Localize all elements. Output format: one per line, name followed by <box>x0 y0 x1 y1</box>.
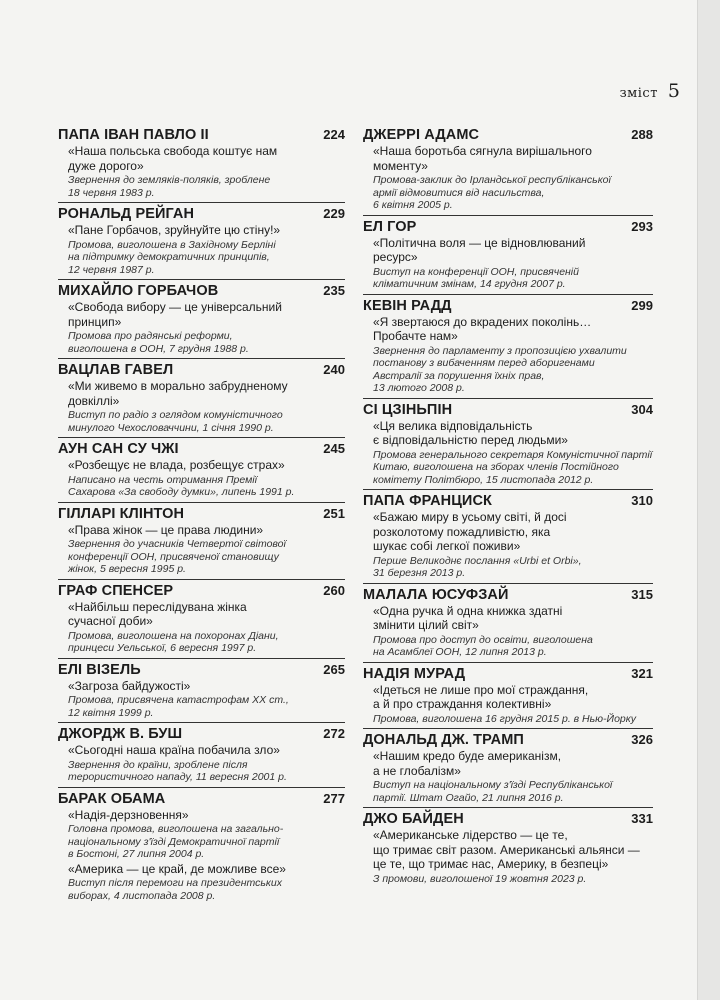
toc-entry[interactable] <box>363 811 653 888</box>
speaker-name: СІ ЦЗІНЬПІН <box>363 401 453 418</box>
speaker-name: БАРАК ОБАМА <box>58 790 166 807</box>
page-ref: 326 <box>631 732 653 747</box>
toc-entry[interactable] <box>58 726 345 788</box>
speech-title: «Права жінок — це права людини» <box>68 522 264 537</box>
toc-entry-header <box>363 127 653 143</box>
speech-note: Головна промова, виголошена на загально- національному з'їзді Демократичної партії в Бостоні, 27 липня 2004 р. <box>68 823 284 860</box>
speech-title: «Американське лідерство — це те, що тримає світ разом. Американські альянси — це те, що тримає нас, Америку, в безпеці» <box>373 828 640 871</box>
page-ref: 240 <box>323 362 345 377</box>
page-ref: 299 <box>631 297 653 313</box>
page-ref: 265 <box>323 661 345 677</box>
speech-title: «Пане Горбачов, зруйнуйте цю стіну!» <box>68 223 281 237</box>
toc-entry[interactable] <box>58 662 345 724</box>
speech-note: Виступ на національному з'їзді Республіканської партії. Штат Огайо, 21 липня 2016 р. <box>373 779 613 804</box>
page-number: 5 <box>667 80 680 102</box>
speech-title: «Наша боротьба сягнула вирішального моменту» <box>373 144 592 173</box>
speech-note: З промови, виголошеної 19 жовтня 2023 р. <box>373 872 587 885</box>
speaker-name: ЕЛ ГОР <box>363 218 417 235</box>
page-ref: 315 <box>631 586 653 602</box>
toc-entry-header <box>58 127 345 143</box>
speech-note: Промова про радянські реформи, виголошена в ООН, 7 грудня 1988 р. <box>68 330 249 355</box>
toc-entry[interactable] <box>363 127 653 216</box>
toc-entry-header <box>363 402 653 418</box>
speech-note: Виступ після перемоги на президентських виборах, 4 листопада 2008 р. <box>68 877 282 902</box>
toc-entry-header <box>363 666 653 682</box>
speech-note: Виступ по радіо з оглядом комуністичного минулого Чехословаччини, 1 січня 1990 р. <box>68 409 283 434</box>
speech-title: «Свобода вибору — це універсальний принцип» <box>68 300 282 329</box>
toc-entry-header <box>363 587 653 603</box>
page-ref: 260 <box>323 582 345 598</box>
toc-entry-header <box>363 811 653 827</box>
speech-title: «Ідеться не лише про мої страждання, а й про страждання колективні» <box>373 682 589 711</box>
toc-entry-header <box>58 726 345 742</box>
page-ref: 251 <box>323 505 345 521</box>
section-title: зміст <box>619 86 658 101</box>
toc-entry[interactable] <box>363 666 653 730</box>
speech-note: Промова про доступ до освіти, виголошена на Асамблеї ООН, 12 липня 2013 р. <box>373 633 593 658</box>
toc-entry[interactable] <box>363 402 653 491</box>
page-ref: 304 <box>631 401 653 417</box>
speech-note: Промова-заклик до Ірландської республіканської армії відмовитися від насильства, 6 квітня 2005 р. <box>373 174 611 211</box>
speech-note: Звернення до земляків-поляків, зроблене 18 червня 1983 р. <box>68 174 271 199</box>
speech-title: «Я звертаюся до вкрадених поколінь… Пробачте нам» <box>373 314 592 343</box>
page-ref: 277 <box>323 790 345 806</box>
speaker-name: ЕЛІ ВІЗЕЛЬ <box>58 661 141 678</box>
page-ref: 245 <box>323 441 345 456</box>
toc-entry[interactable] <box>58 583 345 659</box>
page-ref: 272 <box>323 726 345 741</box>
page-ref: 331 <box>631 811 653 826</box>
page-ref: 224 <box>323 127 345 142</box>
speech-note: Звернення до парламенту з пропозицією ухвалити постанову з вибаченням перед аборигенами Австралії за порушення їхніх прав, 13 лютого 2008 р. <box>373 344 627 394</box>
toc-entry[interactable] <box>363 219 653 295</box>
speech-note: Звернення до країни, зроблене після терористичного нападу, 11 вересня 2001 р. <box>68 758 287 783</box>
toc-entry[interactable] <box>363 732 653 808</box>
toc-entry-header <box>58 662 345 678</box>
speaker-name: ДЖЕРРІ АДАМС <box>363 127 480 143</box>
speech-title: «Політична воля — це відновлюваний ресурс» <box>373 235 586 264</box>
toc-entry-header <box>58 283 345 299</box>
speech-note: Промова, присвячена катастрофам XX ст., 12 квітня 1999 р. <box>68 694 289 719</box>
speech-title: «Сьогодні наша країна побачила зло» <box>68 743 280 757</box>
toc-entry[interactable] <box>363 587 653 663</box>
speech-title: «Одна ручка й одна книжка здатні змінити цілий світ» <box>373 603 563 632</box>
toc-entry[interactable] <box>58 206 345 280</box>
speaker-name: КЕВІН РАДД <box>363 297 452 314</box>
speaker-name: ВАЦЛАВ ГАВЕЛ <box>58 362 174 378</box>
speaker-name: ПАПА ФРАНЦИСК <box>363 493 492 509</box>
toc-column-right <box>363 127 653 891</box>
toc-entry[interactable] <box>58 441 345 503</box>
speaker-name: ПАПА ІВАН ПАВЛО II <box>58 127 209 143</box>
speech-note: Написано на честь отримання Премії Сахарова «За свободу думки», липень 1991 р. <box>68 473 295 498</box>
page-ref: 235 <box>323 283 345 298</box>
toc-entry-header <box>58 206 345 222</box>
toc-entry-header <box>363 298 653 314</box>
toc-entry-header <box>58 362 345 378</box>
speech-note: Виступ на конференції ООН, присвяченій кліматичним змінам, 14 грудня 2007 р. <box>373 265 579 290</box>
page-ref: 229 <box>323 206 345 221</box>
toc-entry[interactable] <box>58 283 345 359</box>
speech-title: «Загроза байдужості» <box>68 678 191 693</box>
speech-note: Промова, виголошена 16 грудня 2015 р. в Нью-Йорку <box>373 712 636 725</box>
toc-entry[interactable] <box>363 298 653 399</box>
toc-entry[interactable] <box>58 506 345 580</box>
speaker-name: ДОНАЛЬД ДЖ. ТРАМП <box>363 732 524 748</box>
speaker-name: ДЖО БАЙДЕН <box>363 811 464 827</box>
speech-note: Промова, виголошена на похоронах Діани, принцеси Уельської, 6 вересня 1997 р. <box>68 629 279 654</box>
toc-entry-header <box>363 493 653 509</box>
toc-entry-header <box>58 506 345 522</box>
toc-entry-header <box>58 583 345 599</box>
toc-entry[interactable] <box>58 127 345 203</box>
speech-title: «Надія-дерзновення» <box>68 807 189 822</box>
speaker-name: РОНАЛЬД РЕЙГАН <box>58 206 195 222</box>
toc-entry[interactable] <box>58 791 345 906</box>
speech-title: «Наша польська свобода коштує нам дуже дорого» <box>68 144 278 173</box>
toc-entry-header <box>363 732 653 748</box>
toc-entry-header <box>363 219 653 235</box>
speech-note: Перше Великоднє послання «Urbi et Orbi», 31 березня 2013 р. <box>373 554 582 579</box>
page-ref: 293 <box>631 218 653 234</box>
toc-entry[interactable] <box>363 493 653 584</box>
speaker-name: МАЛАЛА ЮСУФЗАЙ <box>363 586 509 603</box>
toc-entry[interactable] <box>58 362 345 438</box>
toc-entry-header <box>58 791 345 807</box>
speech-title: «Америка — це край, де можливе все» <box>68 861 286 876</box>
page-header <box>620 80 680 102</box>
speaker-name: МИХАЙЛО ГОРБАЧОВ <box>58 283 219 299</box>
speech-title: «Нашим кредо буде американізм, а не глобалізм» <box>373 749 562 778</box>
speech-title: «Розбещує не влада, розбещує страх» <box>68 458 285 472</box>
speech-note: Звернення до учасників Четвертої світової конференції ООН, присвяченої становищу жінок, 5 вересня 1995 р. <box>68 538 286 575</box>
speech-title: «Ця велика відповідальність є відповідальністю перед людьми» <box>373 418 568 447</box>
toc-entry-header <box>58 441 345 457</box>
speech-note: Промова, виголошена в Західному Берліні на підтримку демократичних принципів, 12 червня 1987 р. <box>68 238 276 276</box>
speech-title: «Найбільш переслідувана жінка сучасної доби» <box>68 599 247 628</box>
page-edge <box>697 0 720 1000</box>
page-ref: 288 <box>631 127 653 142</box>
speaker-name: НАДІЯ МУРАД <box>363 665 466 682</box>
page-ref: 321 <box>631 665 653 681</box>
page-ref: 310 <box>631 493 653 508</box>
speaker-name: АУН САН СУ ЧЖІ <box>58 441 179 457</box>
speaker-name: ГРАФ СПЕНСЕР <box>58 582 174 599</box>
speech-title: «Бажаю миру в усьому світі, й досі розколотому пожадливістю, яка шукає собі легкої поживи» <box>373 510 567 553</box>
speaker-name: ДЖОРДЖ В. БУШ <box>58 726 183 742</box>
speech-title: «Ми живемо в морально забрудненому довкіллі» <box>68 379 288 408</box>
speech-note: Промова генерального секретаря Комуністичної партії Китаю, виголошена на зборах членів Постійного комітету Політбюро, 15 листопада 2012 р. <box>373 448 653 486</box>
toc-column-left <box>58 127 345 908</box>
speaker-name: ГІЛЛАРІ КЛІНТОН <box>58 505 185 522</box>
